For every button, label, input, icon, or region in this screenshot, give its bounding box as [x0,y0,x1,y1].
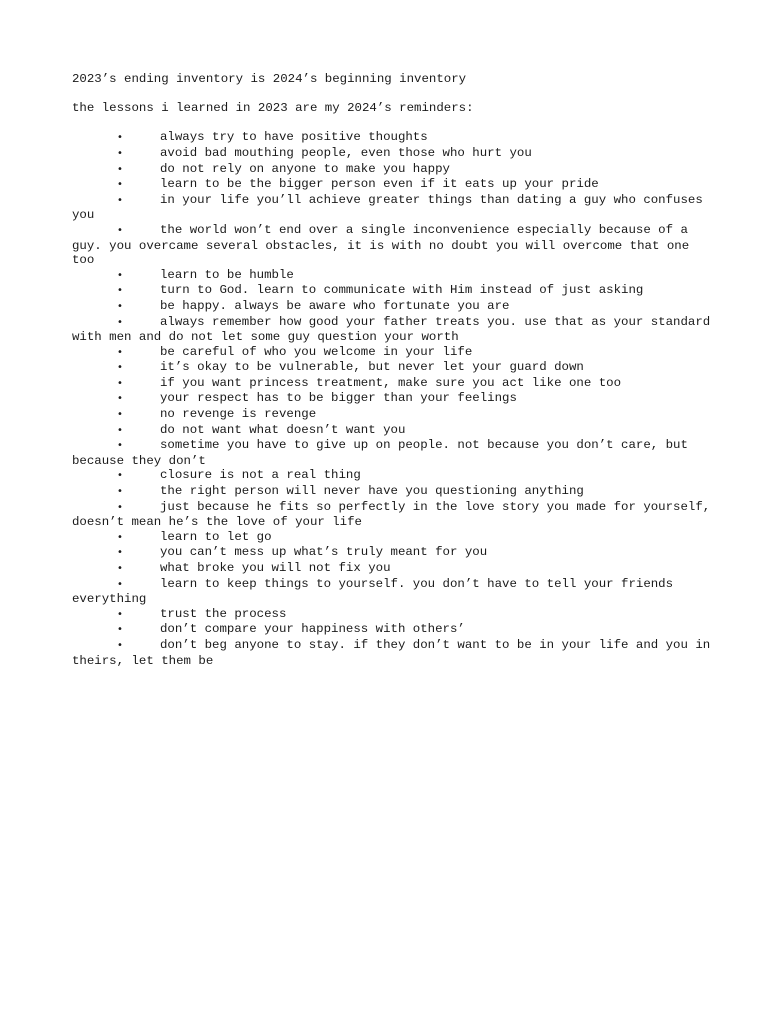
list-item [72,637,718,668]
list-item [72,561,712,577]
bullet-icon: • [117,393,123,405]
document-intro: the lessons i learned in 2023 are my 2024’s reminders: [72,101,474,116]
list-item [72,345,712,361]
bullet-icon: • [117,194,123,206]
bullet-icon: • [117,316,123,328]
bullet-icon: • [117,147,123,159]
list-item-text: learn to be humble [160,267,294,282]
list-item [72,607,712,623]
list-item [72,622,712,638]
list-item [72,391,712,407]
list-item-text: learn to keep things to yourself. you don’t have to tell your friends everything [72,576,681,607]
list-item-text: what broke you will not fix you [160,561,391,575]
list-item [72,530,712,546]
list-item-text: avoid bad mouthing people, even those who hurt you [160,145,532,160]
bullet-icon: • [117,608,123,620]
list-item-text: be careful of who you welcome in your life [160,344,473,359]
bullet-icon: • [117,409,123,421]
list-item-text: the world won’t end over a single inconvenience especially because of a guy. you overcame several obstacles, it is with no doubt you will overcome that one too [72,222,697,268]
list-item-text: no revenge is revenge [160,407,317,422]
bullet-icon: • [117,285,123,297]
bullet-icon: • [117,377,123,389]
list-item-text: always try to have positive thoughts [160,130,428,145]
list-item [72,407,712,423]
reminders-list [72,130,718,668]
bullet-icon: • [117,440,123,452]
bullet-icon: • [117,269,123,281]
list-item [72,360,712,376]
list-item [72,484,712,500]
bullet-icon: • [117,486,123,498]
bullet-icon: • [117,624,123,636]
list-item-text: trust the process [160,606,287,621]
bullet-icon: • [117,547,123,559]
bullet-icon: • [117,470,123,482]
list-item-text: just because he fits so perfectly in the love story you made for yourself, doesn’t mean he’s the love of your life [72,499,718,530]
list-item-text: learn to let go [160,529,272,544]
list-item-text: do not want what doesn’t want you [160,422,406,437]
list-item [72,223,712,268]
list-item-text: if you want princess treatment, make sure you act like one too [160,375,622,390]
bullet-icon: • [117,179,123,191]
list-item [72,193,712,223]
list-item [72,423,712,439]
list-item-text: closure is not a real thing [160,468,361,483]
list-item [72,468,712,484]
list-item [72,499,718,530]
list-item [72,177,712,193]
list-item [72,438,712,468]
bullet-icon: • [117,424,123,436]
document-heading: 2023’s ending inventory is 2024’s beginning inventory [72,72,467,86]
list-item-text: your respect has to be bigger than your feelings [160,391,517,406]
list-item-text: the right person will never have you questioning anything [160,484,584,499]
bullet-icon: • [117,132,123,144]
list-item-text: you can’t mess up what’s truly meant for you [160,545,488,560]
list-item-text: it’s okay to be vulnerable, but never let your guard down [160,360,584,375]
list-item [72,283,712,299]
list-item [72,577,712,607]
list-item-text: sometime you have to give up on people. not because you don’t care, but because they don’t [72,438,696,468]
document-page [72,72,718,668]
bullet-icon: • [117,163,123,175]
list-item-text: in your life you’ll achieve greater things than dating a guy who confuses you [72,192,711,223]
list-item-text: be happy. always be aware who fortunate you are [160,298,510,313]
list-item [72,314,718,345]
bullet-icon: • [117,639,123,651]
bullet-icon: • [117,563,123,574]
list-item-text: always remember how good your father treats you. use that as your standard with men and do not let some guy question your worth [72,314,718,345]
list-item [72,545,712,561]
list-item-text: do not rely on anyone to make you happy [160,161,450,176]
bullet-icon: • [117,224,123,236]
list-item-text: don’t compare your happiness with others’ [160,622,465,637]
list-item-text: turn to God. learn to communicate with Him instead of just asking [160,283,644,298]
list-item [72,376,712,392]
list-item [72,162,712,178]
list-item [72,130,712,146]
list-item [72,268,712,284]
bullet-icon: • [117,578,123,590]
bullet-icon: • [117,346,123,358]
list-item-text: don’t beg anyone to stay. if they don’t want to be in your life and you in theirs, let them be [72,637,718,668]
bullet-icon: • [117,300,123,312]
bullet-icon: • [117,501,123,513]
bullet-icon: • [117,362,123,374]
list-item [72,299,712,315]
bullet-icon: • [117,531,123,543]
list-item-text: learn to be the bigger person even if it eats up your pride [160,177,599,192]
list-item [72,146,712,162]
